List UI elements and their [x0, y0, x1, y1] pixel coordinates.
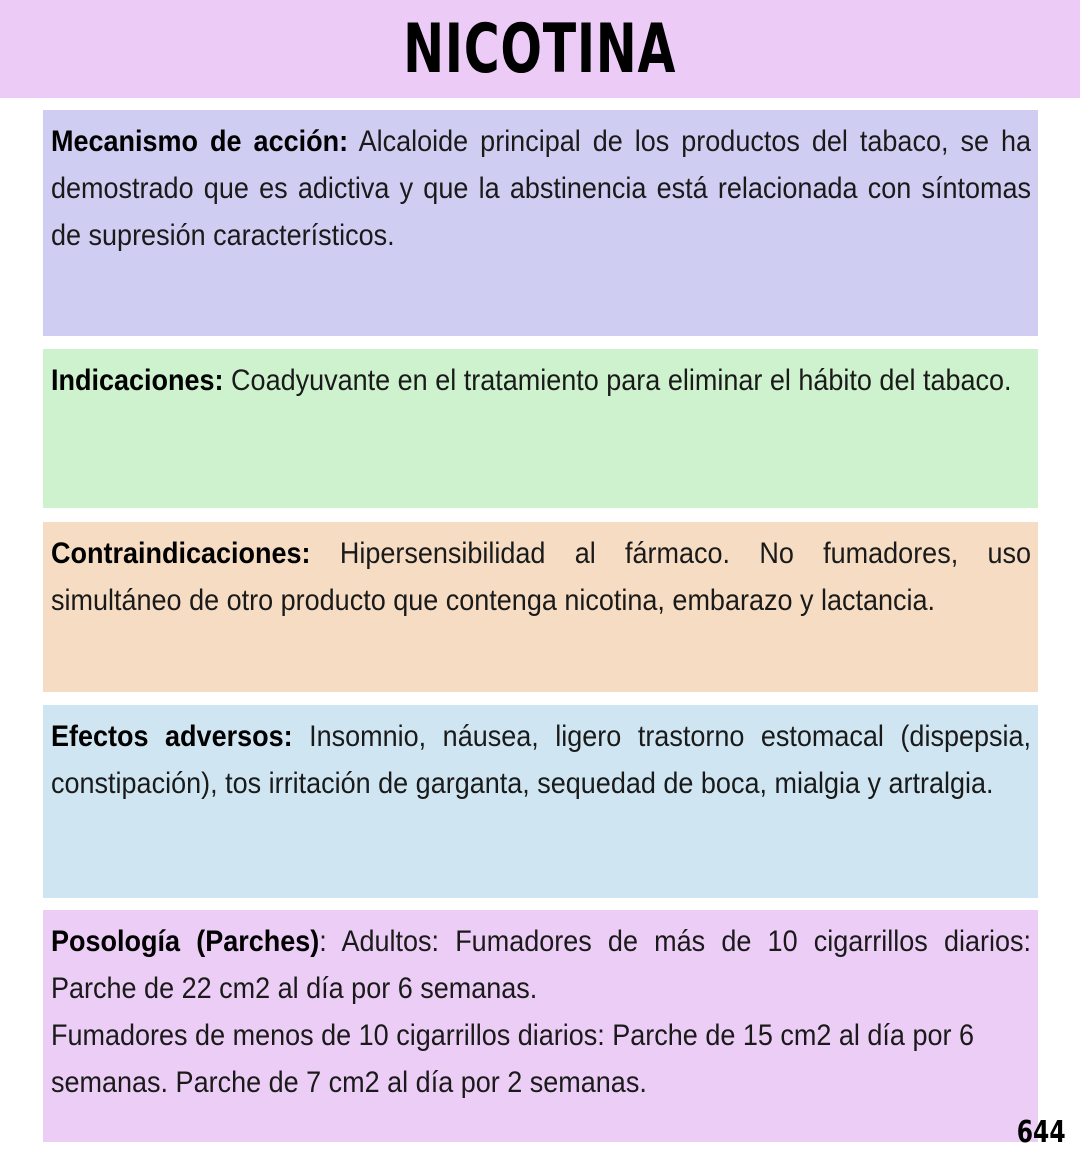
section-label: Contraindicaciones:	[51, 537, 311, 570]
page-title: NICOTINA	[403, 10, 677, 89]
section-mecanismo-de-accion	[43, 110, 1038, 336]
section-paragraph-secondary: Fumadores de menos de 10 cigarrillos diarios: Parche de 15 cm2 al día por 6 semanas. Parche de 7 cm2 al día por 2 semanas.	[51, 1019, 974, 1099]
section-paragraph	[51, 118, 1031, 259]
section-body: : Adultos: Fumadores de más de 10 cigarrillos diarios: Parche de 22 cm2 al día por 6 semanas.	[51, 925, 1032, 1005]
section-paragraph	[51, 918, 1031, 1012]
section-body: Coadyuvante en el tratamiento para eliminar el hábito del tabaco.	[223, 364, 1012, 397]
section-label: Mecanismo de acción:	[51, 125, 349, 158]
section-label: Posología (Parches)	[51, 925, 320, 958]
section-posologia	[43, 910, 1038, 1142]
page-number: 644	[1017, 1115, 1066, 1150]
section-body: Insomnio, náusea, ligero trastorno estomacal (dispepsia, constipación), tos irritación de garganta, sequedad de boca, mialgia y artralgia.	[51, 720, 1032, 800]
section-paragraph	[51, 357, 1031, 404]
section-indicaciones	[43, 349, 1038, 508]
section-paragraph	[51, 713, 1031, 807]
section-body: Alcaloide principal de los productos del tabaco, se ha demostrado que es adictiva y que la abstinencia está relacionada con síntomas de supresión característicos.	[51, 125, 1032, 252]
section-paragraph	[51, 530, 1031, 624]
section-efectos-adversos	[43, 705, 1038, 898]
section-label: Efectos adversos:	[51, 720, 293, 753]
section-contraindicaciones	[43, 522, 1038, 692]
header-band	[0, 0, 1080, 98]
section-label: Indicaciones:	[51, 364, 224, 397]
section-body: Hipersensibilidad al fármaco. No fumadores, uso simultáneo de otro producto que contenga nicotina, embarazo y lactancia.	[51, 537, 1032, 617]
